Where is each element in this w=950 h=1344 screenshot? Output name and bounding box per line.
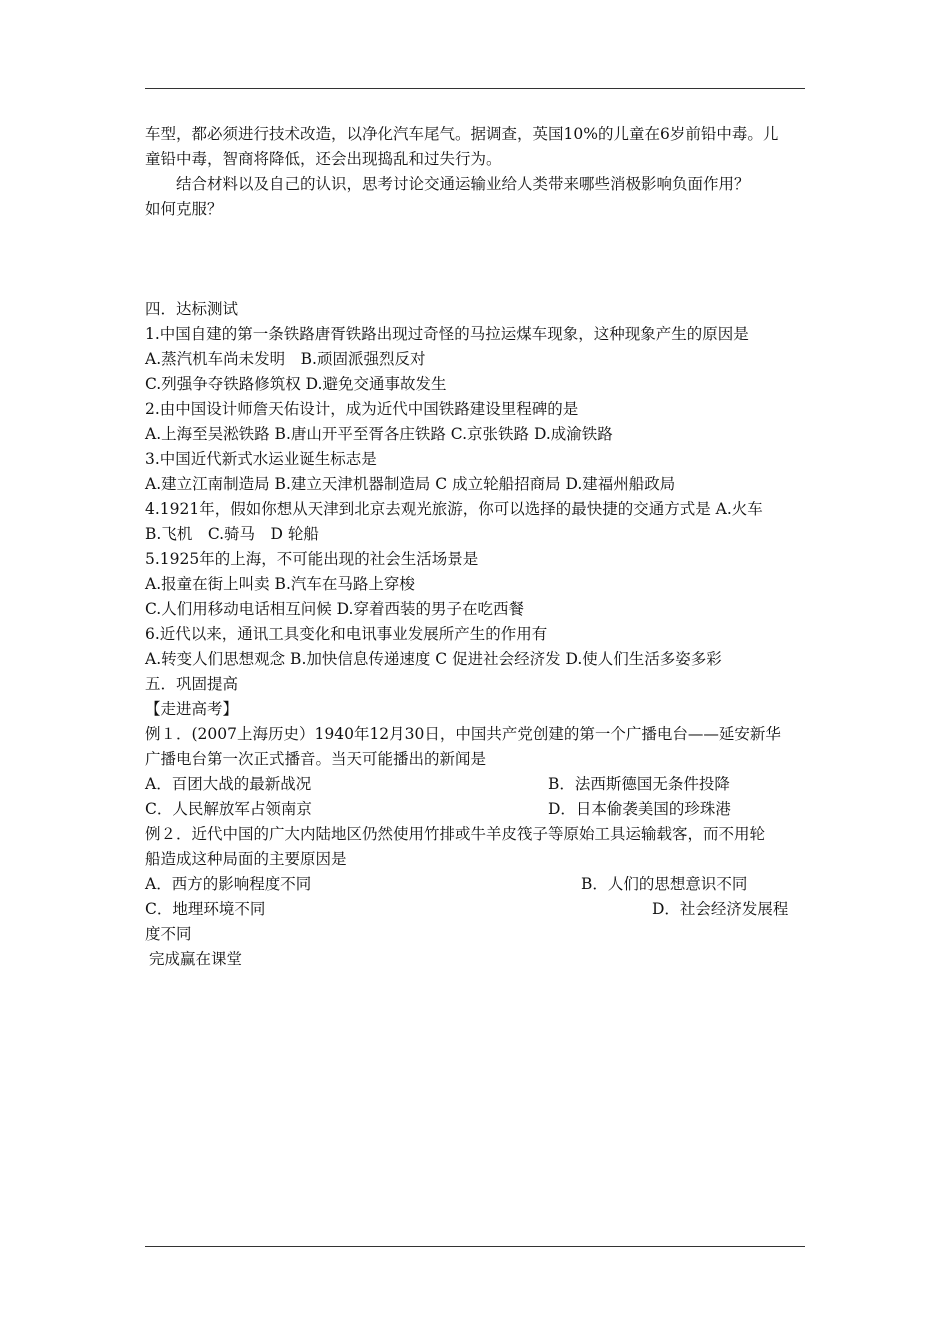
example-2-cont: 船造成这种局面的主要原因是 <box>145 850 347 868</box>
example-2: 例２．近代中国的广大内陆地区仍然使用竹排或牛羊皮筏子等原始工具运输载客，而不用轮 <box>145 825 766 843</box>
option-c: C．人民解放军占领南京 <box>145 800 312 818</box>
question-3-options: A.建立江南制造局 B.建立天津机器制造局 C 成立轮船招商局 D.建福州船政局 <box>145 475 676 493</box>
option-d: D．社会经济发展程 <box>652 900 789 918</box>
option-d: D．日本偷袭美国的珍珠港 <box>548 800 731 818</box>
option-b: B．法西斯德国无条件投降 <box>548 775 730 793</box>
question-4: 4.1921年，假如你想从天津到北京去观光旅游，你可以选择的最快捷的交通方式是 A.火车 <box>145 500 763 518</box>
example-2-options-row <box>145 897 810 922</box>
question-2-options: A.上海至吴淞铁路 B.唐山开平至胥各庄铁路 C.京张铁路 D.成渝铁路 <box>145 425 613 443</box>
footer-rule <box>145 1246 805 1247</box>
discussion-prompt: 结合材料以及自己的认识，思考讨论交通运输业给人类带来哪些消极影响负面作用？ <box>176 175 750 193</box>
option-a: A．西方的影响程度不同 <box>145 875 312 893</box>
example-1-options-row <box>145 797 810 822</box>
option-a: A．百团大战的最新战况 <box>145 775 312 793</box>
section-heading-4: 四．达标测试 <box>145 300 239 318</box>
passage-line: 童铅中毒，智商将降低，还会出现捣乱和过失行为。 <box>145 150 502 168</box>
question-6: 6.近代以来，通讯工具变化和电讯事业发展所产生的作用有 <box>145 625 548 643</box>
passage-line: 车型，都必须进行技术改造，以净化汽车尾气。据调查，英国10%的儿童在6岁前铅中毒。儿 <box>145 125 779 143</box>
section-heading-5: 五．巩固提高 <box>145 675 239 693</box>
header-rule <box>145 88 805 89</box>
question-5: 5.1925年的上海，不可能出现的社会生活场景是 <box>145 550 479 568</box>
example-1: 例１．(2007上海历史）1940年12月30日，中国共产党创建的第一个广播电台——延安新华 <box>145 725 781 743</box>
question-3: 3.中国近代新式水运业诞生标志是 <box>145 450 377 468</box>
question-2: 2.由中国设计师詹天佑设计，成为近代中国铁路建设里程碑的是 <box>145 400 579 418</box>
option-c: C．地理环境不同 <box>145 900 266 918</box>
example-2-options-row <box>145 872 810 897</box>
question-1-options: C.列强争夺铁路修筑权 D.避免交通事故发生 <box>145 375 447 393</box>
question-1-options: A.蒸汽机车尚未发明 B.顽固派强烈反对 <box>145 350 426 368</box>
document-body <box>145 122 810 972</box>
question-5-options: A.报童在街上叫卖 B.汽车在马路上穿梭 <box>145 575 415 593</box>
spacer <box>145 222 810 297</box>
option-b: B．人们的思想意识不同 <box>581 875 748 893</box>
example-1-options-row <box>145 772 810 797</box>
question-5-options: C.人们用移动电话相互问候 D.穿着西装的男子在吃西餐 <box>145 600 524 618</box>
closing-note: 完成赢在课堂 <box>149 950 243 968</box>
option-d-cont: 度不同 <box>145 925 192 943</box>
discussion-prompt-cont: 如何克服？ <box>145 200 223 218</box>
question-1: 1.中国自建的第一条铁路唐胥铁路出现过奇怪的马拉运煤车现象，这种现象产生的原因是 <box>145 325 749 343</box>
question-4-options: B.飞机 C.骑马 D 轮船 <box>145 525 319 543</box>
example-1-cont: 广播电台第一次正式播音。当天可能播出的新闻是 <box>145 750 487 768</box>
question-6-options: A.转变人们思想观念 B.加快信息传递速度 C 促进社会经济发 D.使人们生活多姿多彩 <box>145 650 722 668</box>
subheading-gaokao: 【走进高考】 <box>145 700 239 718</box>
